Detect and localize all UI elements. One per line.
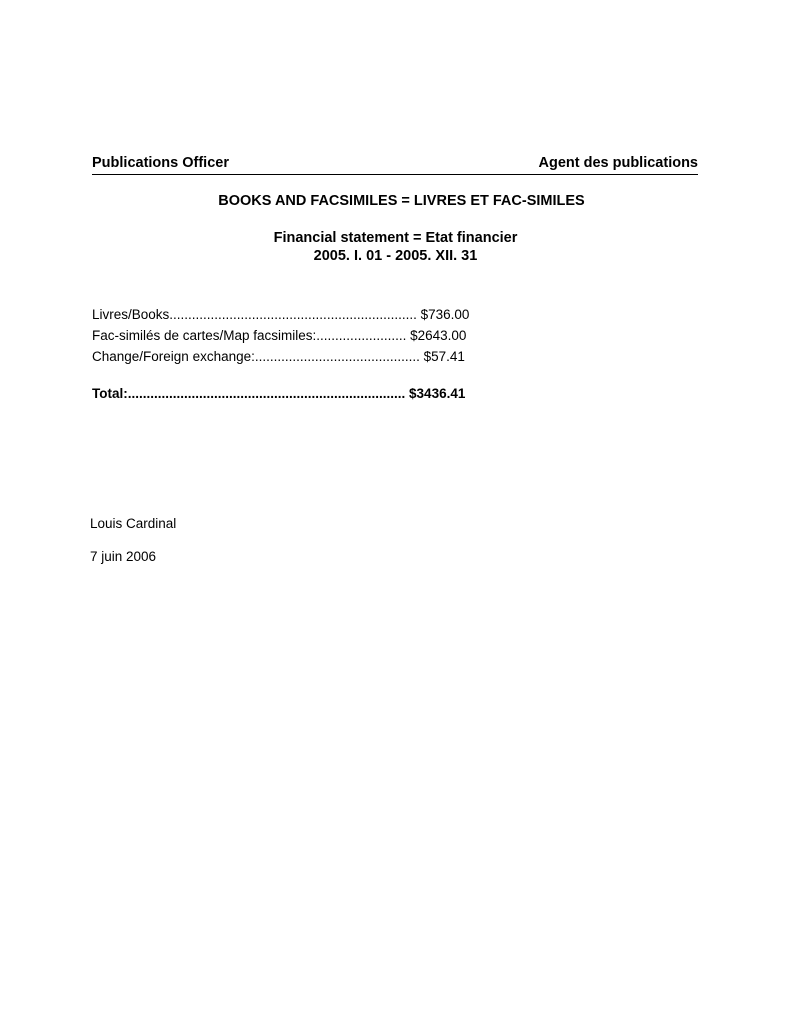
header-right-title: Agent des publications	[538, 155, 698, 171]
signatory-name: Louis Cardinal	[90, 516, 177, 531]
signature-date: 7 juin 2006	[90, 549, 157, 564]
statement-period: 2005. I. 01 - 2005. XII. 31	[313, 248, 478, 264]
total-line: Total:.......................................................................... $3436.41	[92, 386, 466, 401]
statement-subtitle: Financial statement = Etat financier	[273, 230, 518, 246]
header-left-title: Publications Officer	[92, 155, 229, 171]
entry-books: Livres/Books.................................................................. $736.00	[92, 307, 470, 322]
document-header	[92, 155, 698, 175]
document-title: BOOKS AND FACSIMILES = LIVRES ET FAC-SIMILES	[218, 193, 585, 209]
entry-map-facsimiles: Fac-similés de cartes/Map facsimiles:........................ $2643.00	[92, 328, 467, 343]
entry-foreign-exchange: Change/Foreign exchange:............................................ $57.41	[92, 349, 465, 364]
